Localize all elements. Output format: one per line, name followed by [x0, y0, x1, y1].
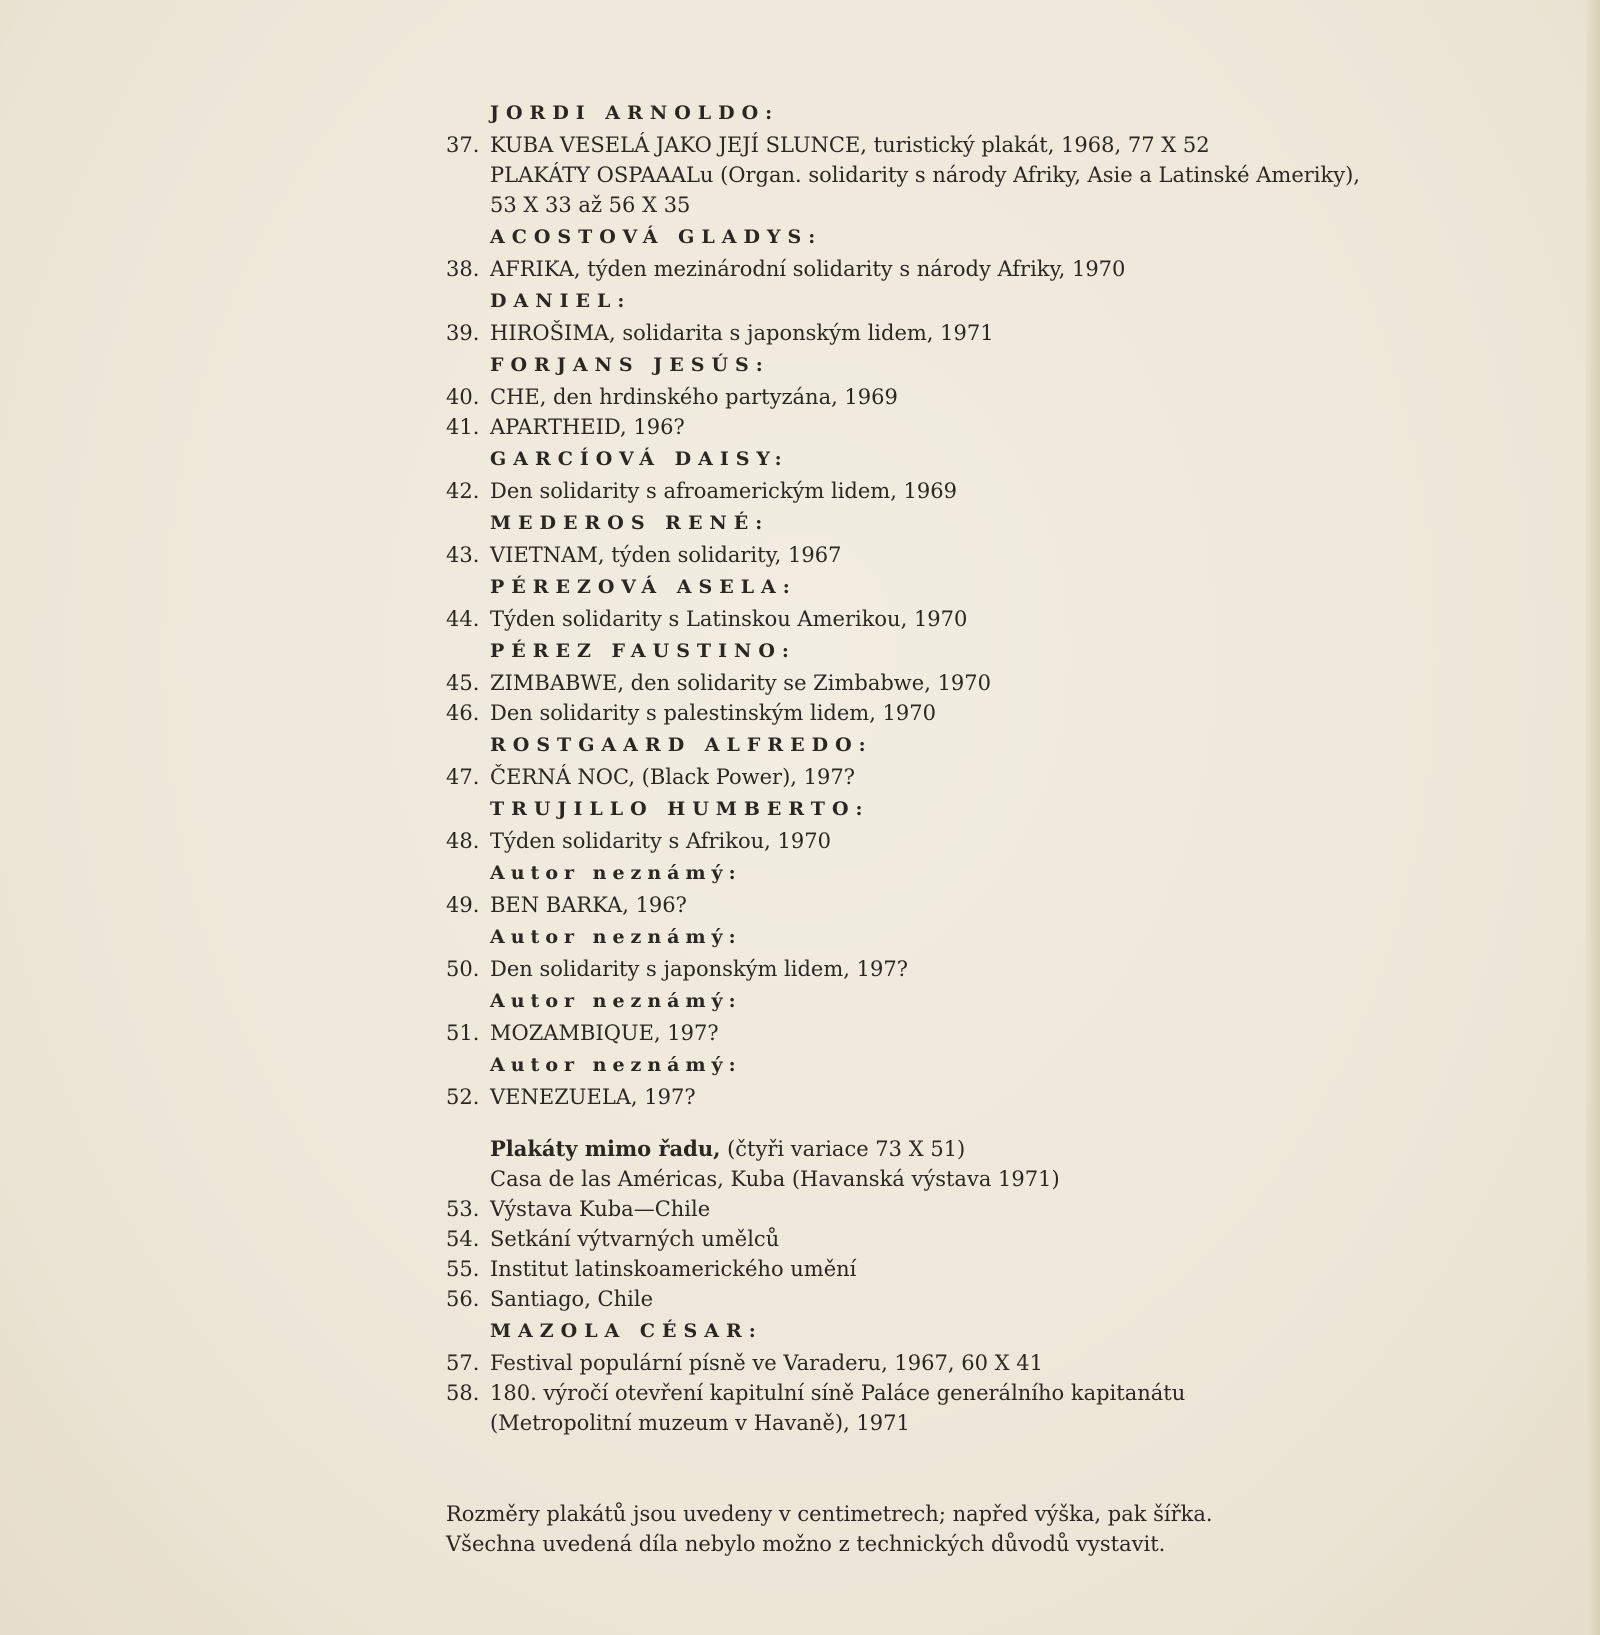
- author-name: ACOSTOVÁ GLADYS:: [490, 226, 823, 248]
- author-name: GARCÍOVÁ DAISY:: [490, 448, 789, 470]
- item-number: 53.: [446, 1197, 480, 1221]
- item-number: 56.: [446, 1287, 480, 1311]
- item-number: 58.: [446, 1381, 480, 1405]
- item-title: Den solidarity s afroamerickým lidem, 1969: [490, 479, 958, 503]
- item-title: Festival populární písně ve Varaderu, 1967, 60 X 41: [490, 1351, 1043, 1375]
- item-number: 57.: [446, 1351, 480, 1375]
- catalogue-item: [446, 954, 1506, 984]
- continuation-text: (Metropolitní muzeum v Havaně), 1971: [490, 1411, 910, 1435]
- catalogue-item: [446, 1254, 1506, 1284]
- item-number: 39.: [446, 321, 480, 345]
- item-number: 40.: [446, 385, 480, 409]
- author-heading: [446, 506, 1506, 540]
- catalogue-item: [446, 1082, 1506, 1112]
- item-number: 52.: [446, 1085, 480, 1109]
- item-number: 51.: [446, 1021, 480, 1045]
- catalogue-item: [446, 540, 1506, 570]
- item-number: 45.: [446, 671, 480, 695]
- author-name: JORDI ARNOLDO:: [490, 102, 780, 124]
- item-continuation: [446, 160, 1506, 190]
- catalogue-item: [446, 1378, 1506, 1408]
- item-title: MOZAMBIQUE, 197?: [490, 1021, 719, 1045]
- section-heading: [446, 1134, 1506, 1164]
- item-title: Den solidarity s japonským lidem, 197?: [490, 957, 908, 981]
- catalogue-item: [446, 604, 1506, 634]
- item-number: 46.: [446, 701, 480, 725]
- item-title: Výstava Kuba—Chile: [490, 1197, 711, 1221]
- item-title: ČERNÁ NOC, (Black Power), 197?: [490, 765, 855, 789]
- author-heading: [446, 1048, 1506, 1082]
- author-name: TRUJILLO HUMBERTO:: [490, 798, 870, 820]
- item-continuation: [446, 190, 1506, 220]
- author-heading: [446, 920, 1506, 954]
- item-number: 55.: [446, 1257, 480, 1281]
- item-title: APARTHEID, 196?: [490, 415, 685, 439]
- author-heading: [446, 856, 1506, 890]
- item-title: Den solidarity s palestinským lidem, 1970: [490, 701, 936, 725]
- item-title: Týden solidarity s Afrikou, 1970: [490, 829, 831, 853]
- item-continuation: [446, 1408, 1506, 1438]
- section-heading-text: [490, 1134, 965, 1164]
- item-title: Santiago, Chile: [490, 1287, 653, 1311]
- item-title: Institut latinskoamerického umění: [490, 1257, 857, 1281]
- author-name: Autor neznámý:: [490, 926, 742, 948]
- item-number: 42.: [446, 479, 480, 503]
- author-name: Autor neznámý:: [490, 990, 742, 1012]
- author-name: Autor neznámý:: [490, 862, 742, 884]
- item-title: Týden solidarity s Latinskou Amerikou, 1970: [490, 607, 968, 631]
- catalogue-list: [446, 96, 1506, 1438]
- item-title: 180. výročí otevření kapitulní síně Paláce generálního kapitanátu: [490, 1381, 1186, 1405]
- spacer: [446, 1112, 1506, 1134]
- item-continuation: [446, 1164, 1506, 1194]
- item-title: HIROŠIMA, solidarita s japonským lidem, 1971: [490, 321, 994, 345]
- author-heading: [446, 792, 1506, 826]
- author-heading: [446, 1314, 1506, 1348]
- item-title: AFRIKA, týden mezinárodní solidarity s národy Afriky, 1970: [490, 257, 1126, 281]
- catalogue-item: [446, 382, 1506, 412]
- author-name: FORJANS JESÚS:: [490, 354, 770, 376]
- catalogue-item: [446, 476, 1506, 506]
- author-name: MAZOLA CÉSAR:: [490, 1320, 763, 1342]
- author-name: Autor neznámý:: [490, 1054, 742, 1076]
- author-heading: [446, 984, 1506, 1018]
- catalogue-item: [446, 130, 1506, 160]
- author-heading: [446, 442, 1506, 476]
- item-number: 44.: [446, 607, 480, 631]
- catalogue-item: [446, 890, 1506, 920]
- catalogue-item: [446, 1224, 1506, 1254]
- footer-line-2: Všechna uvedená díla nebylo možno z technických důvodů vystavit.: [446, 1532, 1166, 1556]
- item-title: CHE, den hrdinského partyzána, 1969: [490, 385, 898, 409]
- catalogue-item: [446, 254, 1506, 284]
- catalogue-item: [446, 1348, 1506, 1378]
- section-heading-rest: (čtyři variace 73 X 51): [720, 1137, 966, 1161]
- continuation-text: PLAKÁTY OSPAAALu (Organ. solidarity s národy Afriky, Asie a Latinské Ameriky),: [490, 163, 1360, 187]
- author-name: ROSTGAARD ALFREDO:: [490, 734, 873, 756]
- catalogue-item: [446, 412, 1506, 442]
- catalogue-item: [446, 1018, 1506, 1048]
- author-heading: [446, 728, 1506, 762]
- catalogue-item: [446, 826, 1506, 856]
- footer-note: [446, 1499, 1546, 1559]
- author-name: PÉREZOVÁ ASELA:: [490, 576, 797, 598]
- item-number: 49.: [446, 893, 480, 917]
- page-edge: [1586, 0, 1600, 1635]
- footer-line-1: Rozměry plakátů jsou uvedeny v centimetrech; napřed výška, pak šířka.: [446, 1502, 1213, 1526]
- item-number: 37.: [446, 133, 480, 157]
- item-title: VENEZUELA, 197?: [490, 1085, 696, 1109]
- author-name: PÉREZ FAUSTINO:: [490, 640, 796, 662]
- item-title: BEN BARKA, 196?: [490, 893, 687, 917]
- author-heading: [446, 348, 1506, 382]
- item-number: 50.: [446, 957, 480, 981]
- item-number: 48.: [446, 829, 480, 853]
- author-name: MEDEROS RENÉ:: [490, 512, 770, 534]
- author-heading: [446, 284, 1506, 318]
- catalogue-item: [446, 668, 1506, 698]
- catalogue-item: [446, 698, 1506, 728]
- item-number: 54.: [446, 1227, 480, 1251]
- section-heading-bold: Plakáty mimo řadu,: [490, 1136, 721, 1161]
- catalogue-item: [446, 318, 1506, 348]
- item-number: 47.: [446, 765, 480, 789]
- author-heading: [446, 220, 1506, 254]
- item-number: 41.: [446, 415, 480, 439]
- continuation-text: 53 X 33 až 56 X 35: [490, 193, 691, 217]
- catalogue-item: [446, 1284, 1506, 1314]
- catalogue-item: [446, 762, 1506, 792]
- author-name: DANIEL:: [490, 290, 632, 312]
- item-title: VIETNAM, týden solidarity, 1967: [490, 543, 842, 567]
- author-heading: [446, 570, 1506, 604]
- item-title: KUBA VESELÁ JAKO JEJÍ SLUNCE, turistický plakát, 1968, 77 X 52: [490, 133, 1210, 157]
- continuation-text: Casa de las Américas, Kuba (Havanská výstava 1971): [490, 1167, 1060, 1191]
- author-heading: [446, 96, 1506, 130]
- item-number: 38.: [446, 257, 480, 281]
- item-title: Setkání výtvarných umělců: [490, 1227, 780, 1251]
- author-heading: [446, 634, 1506, 668]
- catalogue-item: [446, 1194, 1506, 1224]
- item-title: ZIMBABWE, den solidarity se Zimbabwe, 1970: [490, 671, 992, 695]
- item-number: 43.: [446, 543, 480, 567]
